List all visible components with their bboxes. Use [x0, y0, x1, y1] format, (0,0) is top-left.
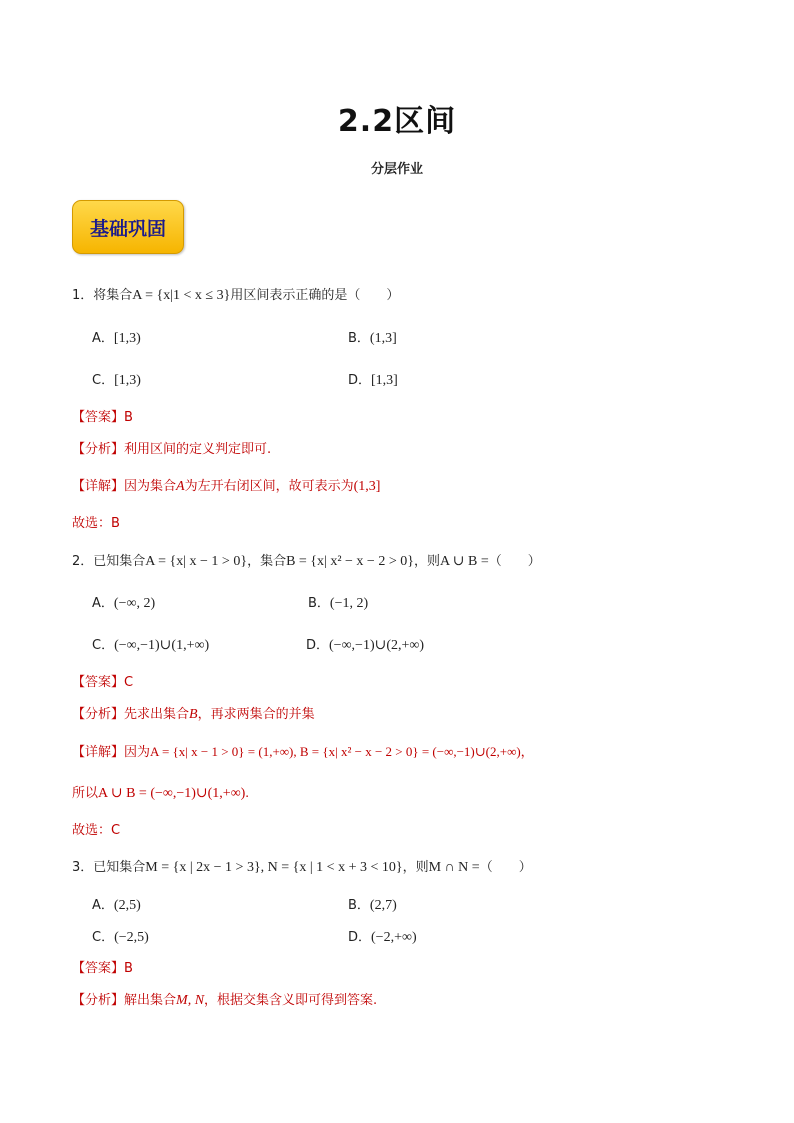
q3-analysis: [72, 989, 377, 1009]
q3-analysis-tag: 【分析】: [72, 993, 125, 1008]
q2-stem-suffix-b: （ ）: [488, 554, 541, 569]
q2-analysis-var: B: [189, 707, 198, 722]
q2-choose-label: 故选：: [72, 823, 112, 838]
q1-detail-tag: 【详解】: [72, 479, 125, 494]
q2-answer-value: C: [124, 675, 134, 690]
question-2-stem: [72, 550, 541, 570]
q2-analysis-text-a: 先求出集合: [124, 707, 190, 722]
q2-option-b-math: (−1, 2): [329, 596, 369, 611]
q1-answer: [72, 406, 133, 425]
q3-answer-tag: 【答案】: [72, 961, 125, 976]
q3-option-d: [348, 926, 417, 946]
section-badge: [72, 200, 184, 254]
q2-option-a-label: A．: [92, 596, 114, 611]
q1-stem-prefix: 1．将集合: [72, 288, 133, 303]
q1-stem-math: A = {x|1 < x ≤ 3}: [132, 288, 231, 303]
q3-option-c-label: C．: [92, 930, 115, 945]
q2-conclusion: [72, 782, 249, 802]
q2-option-a: [92, 592, 155, 612]
q2-stem-mid: ，集合: [247, 554, 287, 569]
q2-option-b-label: B．: [308, 596, 330, 611]
q3-option-a-label: A．: [92, 898, 114, 913]
q2-stem-math-b: B = {x| x² − x − 2 > 0}: [286, 554, 414, 569]
q3-stem-math-b: M ∩ N =: [428, 860, 480, 875]
q1-option-c-label: C．: [92, 373, 115, 388]
q1-analysis-text: 利用区间的定义判定即可.: [124, 442, 272, 457]
q1-detail-text-b: 为左开右闭区间，故可表示为: [184, 479, 354, 494]
q1-option-a-label: A．: [92, 331, 114, 346]
q1-choose-value: B: [111, 516, 120, 531]
q2-stem-prefix: 2．已知集合: [72, 554, 146, 569]
q2-analysis: [72, 703, 315, 723]
q3-option-b: [348, 894, 397, 914]
q2-detail-end: ，: [520, 745, 534, 760]
q3-option-d-label: D．: [348, 930, 372, 945]
q2-option-c-math: (−∞,−1)∪(1,+∞): [114, 638, 210, 653]
q1-option-b: [348, 327, 397, 347]
q2-detail-text-a: 因为: [124, 745, 151, 760]
q3-option-b-math: (2,7): [369, 898, 397, 913]
q2-analysis-text-b: ，再求两集合的并集: [197, 707, 315, 722]
q3-analysis-text-a: 解出集合: [124, 993, 177, 1008]
q2-choose: [72, 819, 120, 838]
q3-option-c-math: (−2,5): [114, 930, 149, 945]
q1-analysis-tag: 【分析】: [72, 442, 125, 457]
page-title: 2.2区间: [337, 104, 457, 139]
q2-so-text: 所以: [72, 786, 99, 801]
q1-option-d-math: [1,3]: [371, 373, 398, 388]
q1-option-b-math: (1,3]: [369, 331, 397, 346]
q3-analysis-text-b: ，根据交集含义即可得到答案.: [204, 993, 378, 1008]
q2-detail: [72, 741, 534, 760]
q1-detail-math: (1,3]: [353, 479, 381, 494]
q2-option-b: [308, 592, 368, 612]
question-1-stem: [72, 284, 399, 304]
q1-answer-value: B: [124, 410, 133, 425]
q1-option-d-label: D．: [348, 373, 372, 388]
q1-option-c-math: [1,3): [114, 373, 141, 388]
q2-answer: [72, 671, 133, 690]
q2-detail-tag: 【详解】: [72, 745, 125, 760]
q3-answer: [72, 957, 133, 976]
q2-option-c: [92, 634, 209, 654]
q3-option-c: [92, 926, 149, 946]
q2-choose-value: C: [111, 823, 121, 838]
question-3-stem: [72, 856, 532, 876]
q1-choose: [72, 512, 120, 531]
q2-stem-math-a: A = {x| x − 1 > 0}: [145, 554, 248, 569]
q1-stem-suffix: 用区间表示正确的是（ ）: [230, 288, 400, 303]
page-subtitle: 分层作业: [370, 162, 423, 177]
q1-option-a-math: [1,3): [113, 331, 141, 346]
q2-option-d-label: D．: [306, 638, 330, 653]
q3-stem-suffix-a: ，则: [402, 860, 429, 875]
q3-option-a: [92, 894, 141, 914]
q3-stem-prefix: 3．已知集合: [72, 860, 146, 875]
q3-answer-value: B: [124, 961, 133, 976]
q2-stem-suffix-a: ，则: [413, 554, 440, 569]
q3-stem-suffix-b: （ ）: [479, 860, 532, 875]
q3-stem-math: M = {x | 2x − 1 > 3}, N = {x | 1 < x + 3 < 10}: [145, 860, 403, 875]
q3-option-d-math: (−2,+∞): [371, 930, 417, 945]
q2-so-math: A ∪ B = (−∞,−1)∪(1,+∞).: [98, 786, 249, 801]
section-badge-label: 基础巩固: [89, 217, 166, 240]
q2-option-d-math: (−∞,−1)∪(2,+∞): [329, 638, 425, 653]
q1-answer-tag: 【答案】: [72, 410, 125, 425]
q1-option-b-label: B．: [348, 331, 370, 346]
q1-choose-label: 故选：: [72, 516, 112, 531]
q1-detail-text-a: 因为集合: [124, 479, 177, 494]
q2-option-a-math: (−∞, 2): [113, 596, 156, 611]
q1-option-d: [348, 369, 398, 389]
q2-option-d: [306, 634, 424, 654]
q1-analysis: [72, 438, 271, 457]
q2-detail-math: A = {x| x − 1 > 0} = (1,+∞), B = {x| x² − x − 2 > 0} = (−∞,−1)∪(2,+∞): [150, 744, 521, 759]
q1-detail-var: A: [176, 479, 185, 494]
q2-stem-math-c: A ∪ B =: [439, 554, 489, 569]
q2-answer-tag: 【答案】: [72, 675, 125, 690]
q2-analysis-tag: 【分析】: [72, 707, 125, 722]
q3-analysis-var: M, N: [176, 993, 205, 1008]
q2-option-c-label: C．: [92, 638, 115, 653]
q1-option-a: [92, 327, 141, 347]
q3-option-a-math: (2,5): [113, 898, 141, 913]
q1-option-c: [92, 369, 141, 389]
q3-option-b-label: B．: [348, 898, 370, 913]
q1-detail: [72, 475, 380, 495]
